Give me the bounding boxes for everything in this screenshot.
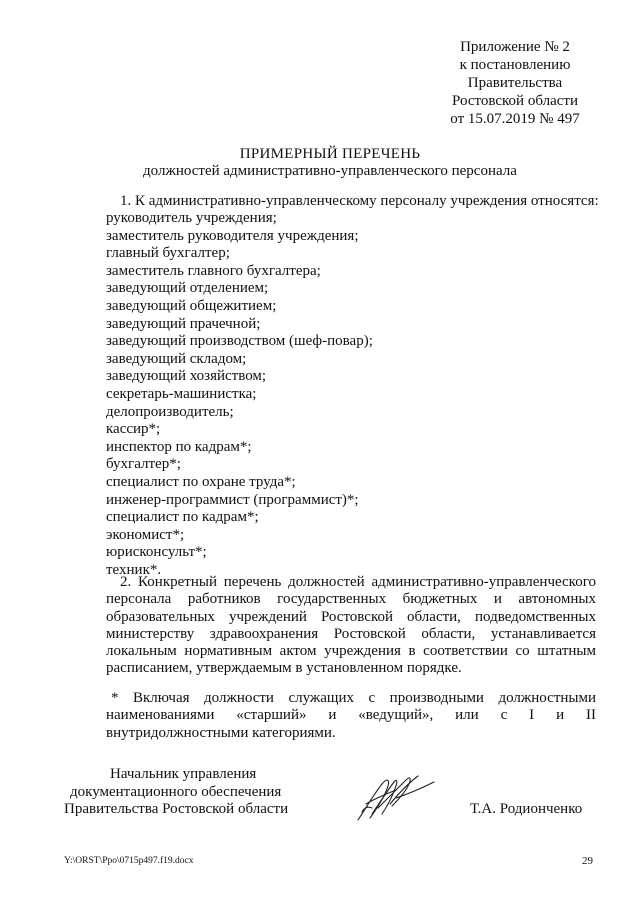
handwritten-signature (352, 768, 442, 830)
list-item: заведующий отделением; (106, 280, 269, 297)
signatory-name: Т.А. Родионченко (470, 801, 583, 817)
section1-intro: 1. К административно-управленческому персоналу учреждения относятся: (120, 193, 599, 209)
list-item: специалист по охране труда*; (106, 473, 296, 490)
document-subtitle: должностей административно-управленческого персонала (143, 163, 517, 179)
list-item: заведующий прачечной; (106, 315, 261, 332)
footnote: * Включая должности служащих с производными должностными наименованиями «старший» и «ведущий», или с I и II внутридолжностными категориями. (106, 690, 596, 741)
page-number: 29 (582, 855, 593, 867)
list-item: руководитель учреждения; (106, 210, 277, 226)
list-item: инженер-программист (программист)*; (106, 491, 359, 508)
list-item: секретарь-машинистка; (106, 385, 257, 402)
list-item: заведующий общежитием; (106, 297, 277, 314)
list-item: экономист*; (106, 526, 185, 543)
position-line: Начальник управления (110, 766, 257, 782)
document-title: ПРИМЕРНЫЙ ПЕРЕЧЕНЬ (239, 146, 421, 162)
list-item: делопроизводитель; (106, 403, 234, 420)
list-item: заместитель главного бухгалтера; (106, 262, 321, 279)
appendix-line: от 15.07.2019 № 497 (450, 111, 580, 127)
appendix-line: Ростовской области (452, 93, 578, 109)
position-line: документационного обеспечения (70, 783, 282, 800)
appendix-block (420, 38, 610, 128)
file-path: Y:\ORST\Ppo\0715p497.f19.docx (64, 856, 194, 866)
list-item: специалист по кадрам*; (106, 509, 259, 526)
list-item: заведующий складом; (106, 350, 247, 367)
section2-paragraph: 2. Конкретный перечень должностей административно-управленческого персонала работников государственных бюджетных и автономных образовательных учреждений Ростовской области, подведомственных министерству здравоохранения Ростовской области, устанавливается локальным нормативным актом учреждения в соответствии со штатным расписанием, утверждаемым в установленном порядке. (106, 574, 596, 677)
list-item: заместитель руководителя учреждения; (106, 227, 359, 244)
list-item: инспектор по кадрам*; (106, 438, 252, 455)
list-item: техник*. (106, 561, 162, 578)
list-item: заведующий хозяйством; (106, 368, 267, 385)
signatory-position (64, 766, 314, 819)
appendix-line: Приложение № 2 (460, 39, 570, 55)
list-item: главный бухгалтер; (106, 245, 230, 262)
list-item: юрисконсульт*; (106, 544, 207, 561)
appendix-line: Правительства (467, 75, 563, 91)
list-item: бухгалтер*; (106, 456, 181, 473)
appendix-line: к постановлению (459, 57, 571, 73)
list-item: кассир*; (106, 421, 161, 438)
list-item: заведующий производством (шеф-повар); (106, 333, 373, 350)
position-list (106, 210, 373, 579)
position-line: Правительства Ростовской области (64, 801, 289, 818)
